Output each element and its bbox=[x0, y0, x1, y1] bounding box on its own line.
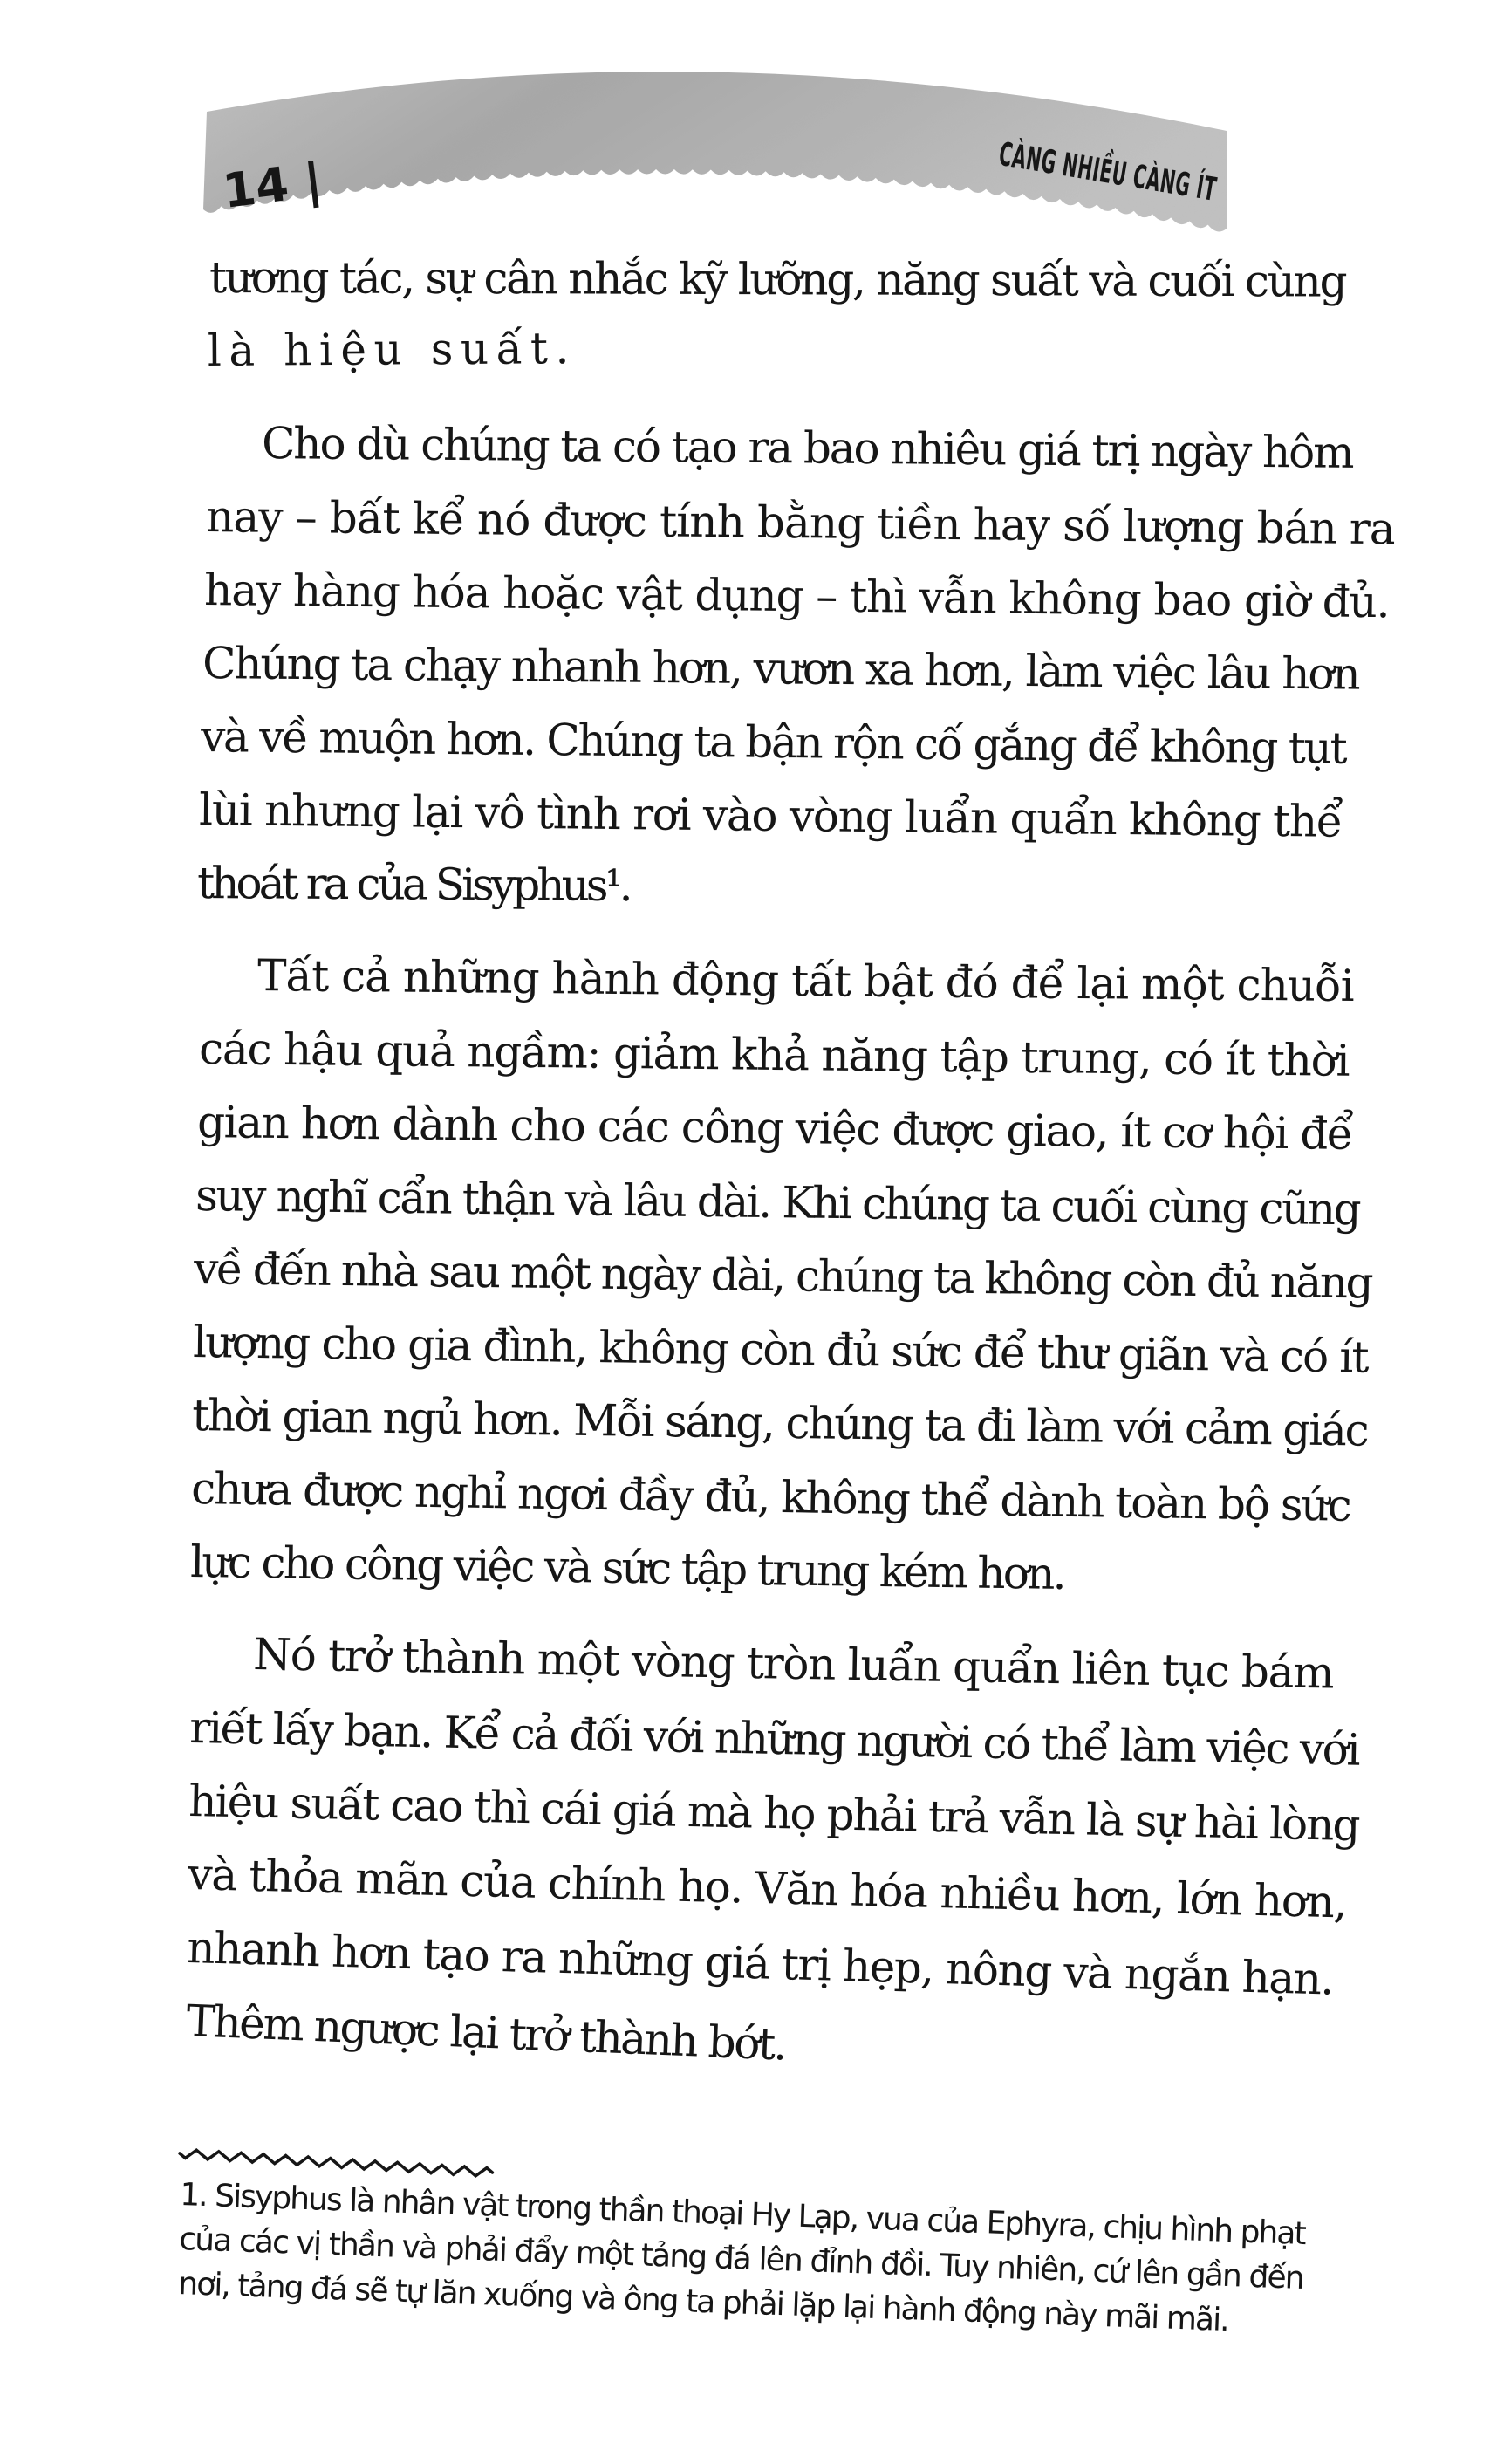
body-line: hiệu suất cao thì cái giá mà họ phải trả vẫn là sự hài lòng bbox=[188, 1776, 1362, 1851]
footnote-line: nơi, tảng đá sẽ tự lăn xuống và ông ta phải lặp lại hành động này mãi mãi. bbox=[177, 2266, 1231, 2339]
page-number: 14 | bbox=[219, 152, 325, 219]
body-line: suy nghĩ cẩn thận và lâu dài. Khi chúng ta cuối cùng cũng bbox=[195, 1170, 1363, 1235]
body-line: Cho dù chúng ta có tạo ra bao nhiêu giá trị ngày hôm bbox=[261, 418, 1356, 478]
body-line: riết lấy bạn. Kể cả đối với những người có thể làm việc với bbox=[188, 1702, 1362, 1776]
body-line: nhanh hơn tạo ra những giá trị hẹp, nông và ngắn hạn. bbox=[186, 1922, 1336, 2005]
footnote-separator bbox=[180, 2150, 492, 2176]
body-line: thoát ra của Sisyphus¹. bbox=[196, 858, 634, 912]
running-title: CÀNG NHIỀU CÀNG ÍT bbox=[995, 134, 1399, 239]
body-line: Thêm ngược lại trở thành bớt. bbox=[185, 1995, 790, 2070]
body-line: về đến nhà sau một ngày dài, chúng ta không còn đủ năng bbox=[193, 1243, 1375, 1309]
body-line: Nó trở thành một vòng tròn luẩn quẩn liên tục bám bbox=[252, 1629, 1336, 1699]
footnote bbox=[178, 2177, 1308, 2338]
body-line: là hiệu suất. bbox=[207, 323, 571, 376]
body-line: thời gian ngủ hơn. Mỗi sáng, chúng ta đi làm với cảm giác bbox=[191, 1390, 1371, 1456]
body-line: nay – bất kể nó được tính bằng tiền hay số lượng bán ra bbox=[205, 491, 1397, 555]
body-line: Chúng ta chạy nhanh hơn, vươn xa hơn, làm việc lâu hơn bbox=[202, 638, 1362, 700]
body-line: hay hàng hóa hoặc vật dụng – thì vẫn không bao giờ đủ. bbox=[203, 565, 1391, 628]
body-line: tương tác, sự cân nhắc kỹ lưỡng, năng suất và cuối cùng bbox=[208, 252, 1349, 307]
body-line: và thỏa mãn của chính họ. Văn hóa nhiều hơn, lớn hơn, bbox=[187, 1849, 1349, 1928]
footnote-line: của các vị thần và phải đẩy một tảng đá lên đỉnh đồi. Tuy nhiên, cứ lên gần đến bbox=[178, 2221, 1306, 2297]
body-line: Tất cả những hành động tất bật đó để lại một chuỗi bbox=[256, 950, 1356, 1012]
footnote-line: 1. Sisyphus là nhân vật trong thần thoại Hy Lạp, vua của Ephyra, chịu hình phạt bbox=[179, 2177, 1308, 2253]
body-line: gian hơn dành cho các công việc được giao, ít cơ hội để bbox=[196, 1097, 1355, 1160]
body-line: lượng cho gia đình, không còn đủ sức để thư giãn và có ít bbox=[192, 1317, 1371, 1383]
body-line: các hậu quả ngầm: giảm khả năng tập trung, có ít thời bbox=[198, 1023, 1351, 1086]
body-line: lực cho công việc và sức tập trung kém hơn. bbox=[189, 1537, 1068, 1600]
body-line: và về muộn hơn. Chúng ta bận rộn cố gắng để không tụt bbox=[200, 711, 1349, 774]
body-text bbox=[186, 252, 1397, 2070]
body-line: chưa được nghỉ ngơi đầy đủ, không thể dành toàn bộ sức bbox=[190, 1463, 1353, 1531]
body-line: lùi nhưng lại vô tình rơi vào vòng luẩn quẩn không thể bbox=[198, 784, 1344, 847]
